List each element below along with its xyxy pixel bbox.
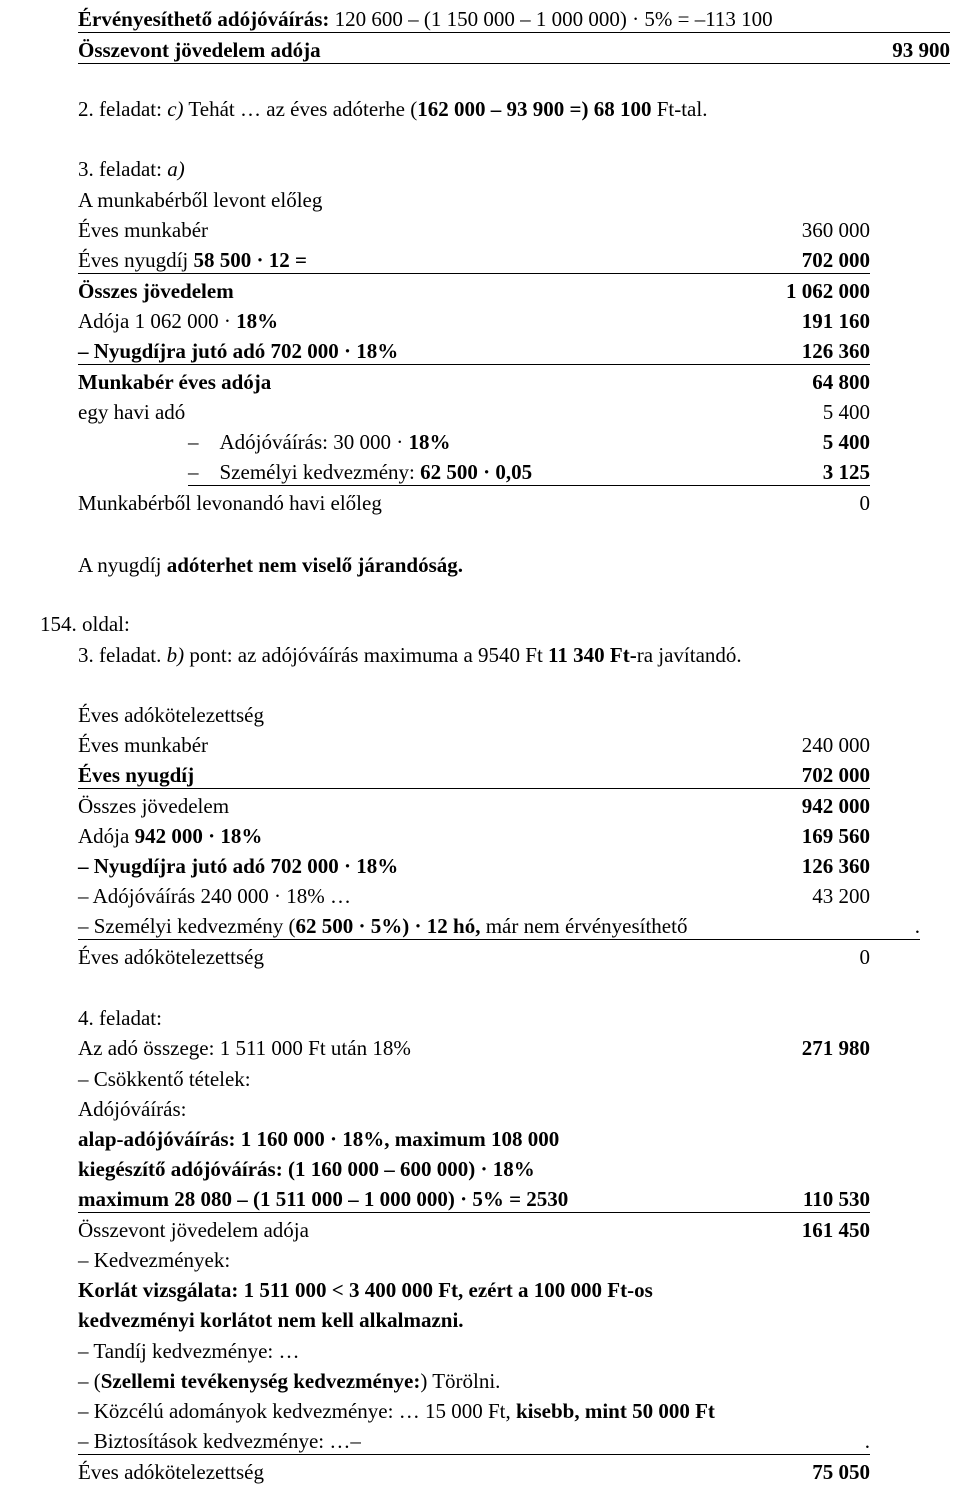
row-value: . xyxy=(864,1429,870,1453)
task4-row-tuition: – Tandíj kedvezménye: … xyxy=(78,1339,300,1363)
row-label: Adója 1 062 000 · xyxy=(78,309,231,333)
row-value: 240 000 xyxy=(801,733,870,757)
row-label: Személyi kedvezmény: xyxy=(219,460,415,484)
credit-calc: 120 600 – (1 150 000 – 1 000 000) · 5% = –113 100 xyxy=(334,7,773,31)
task3-row-advance xyxy=(78,490,870,516)
row-value: 43 200 xyxy=(812,884,870,908)
task4-row-limit2: kedvezményi korlátot nem kell alkalmazni. xyxy=(78,1308,464,1332)
row-label: – Közcélú adományok kedvezménye: … 15 000 Ft, xyxy=(78,1399,511,1423)
row-value: 3 125 xyxy=(822,460,870,484)
row-calc: : 1 160 000 · 18%, maximum 108 000 xyxy=(228,1127,560,1151)
total-tax-label: Összevont jövedelem adója xyxy=(78,38,321,62)
row-rate: 18% xyxy=(408,430,451,454)
row-value: 64 800 xyxy=(812,370,870,394)
annual-row-obligation xyxy=(78,944,870,970)
annual-row-total xyxy=(78,793,870,819)
task2-unit: Ft-tal. xyxy=(656,97,708,121)
page154-correction xyxy=(78,642,742,668)
task2-calc: 162 000 – 93 900 =) 68 100 xyxy=(417,97,652,121)
task2-conclusion xyxy=(78,96,707,122)
row-value: 169 560 xyxy=(801,824,870,848)
correction-value: 11 340 Ft- xyxy=(548,643,637,667)
row-dash: – xyxy=(188,460,199,484)
task4-row-total-tax xyxy=(78,1217,870,1243)
row-label: Szellemi tevékenység kedvezménye: xyxy=(100,1369,421,1393)
row-value: 191 160 xyxy=(801,309,870,333)
note-text: A nyugdíj xyxy=(78,553,162,577)
row-value: 1 062 000 xyxy=(786,279,870,303)
row-calc: 58 500 · 12 = xyxy=(193,248,307,272)
row-label: egy havi adó xyxy=(78,400,186,424)
row-value: 126 360 xyxy=(801,854,870,878)
annual-row-credit xyxy=(78,883,870,909)
annual-row-pension-tax xyxy=(78,853,870,879)
row-label: Adója xyxy=(78,824,130,848)
row-label: Éves adókötelezettség xyxy=(78,1460,265,1484)
row-label: Éves munkabér xyxy=(78,218,209,242)
annual-title: Éves adókötelezettség xyxy=(78,703,265,727)
task3-header xyxy=(78,156,185,182)
row-label: alap-adójóváírás xyxy=(78,1127,229,1151)
task3-row-pension-tax xyxy=(78,338,870,365)
task2-text: Tehát … az éves adóterhe ( xyxy=(188,97,418,121)
row-value: . xyxy=(914,914,920,938)
row-value: 126 360 xyxy=(801,339,870,363)
task4-row-credit-title: Adójóváírás: xyxy=(78,1097,187,1121)
row-label: maximum 28 080 – (1 511 000 – 1 000 000) · 5% = 2530 xyxy=(78,1187,569,1211)
row-value: 942 000 xyxy=(801,794,870,818)
annual-row-wage xyxy=(78,732,870,758)
row-label: – Adójóváírás 240 000 · 18% … xyxy=(78,884,351,908)
task4-row-deductions: – Csökkentő tételek: xyxy=(78,1067,251,1091)
row-label: Éves nyugdíj xyxy=(78,248,189,272)
row-label: Adójóváírás: 30 000 · xyxy=(219,430,404,454)
row-note: kisebb, mint 50 000 Ft xyxy=(515,1399,715,1423)
row-label: Összes jövedelem xyxy=(78,279,234,303)
task3-row-total-income xyxy=(78,278,870,304)
task4-row-intellectual xyxy=(78,1368,500,1394)
task2-part: c) xyxy=(167,97,184,121)
credit-label: Érvényesíthető adójóváírás: xyxy=(78,7,330,31)
row-value: 702 000 xyxy=(801,248,870,272)
annual-row-tax xyxy=(78,823,870,849)
task4-row-max xyxy=(78,1186,870,1213)
row-rate: 18% xyxy=(236,309,279,333)
task4-row-base-credit xyxy=(78,1126,559,1152)
task3-row-wage xyxy=(78,217,870,243)
row-value: 5 400 xyxy=(822,400,870,424)
task3-row-monthly-tax xyxy=(78,399,870,425)
task3-row-personal xyxy=(188,459,870,486)
task3-row-credit xyxy=(188,429,870,455)
row-value: 75 050 xyxy=(812,1460,870,1484)
row-label: Munkabérből levonandó havi előleg xyxy=(78,491,382,515)
row-label: Összes jövedelem xyxy=(78,794,230,818)
row-label: Összevont jövedelem adója xyxy=(78,1218,309,1242)
row-calc: 942 000 · 18% xyxy=(134,824,263,848)
task3-label: 3. feladat: xyxy=(78,157,162,181)
row-label: Éves adókötelezettség xyxy=(78,945,265,969)
correction-label: 3. feladat. xyxy=(78,643,162,667)
task4-row-obligation xyxy=(78,1459,870,1485)
note-emphasis: adóterhet nem viselő járandóság. xyxy=(166,553,463,577)
task3-row-wage-tax xyxy=(78,369,870,395)
row-label: Éves munkabér xyxy=(78,733,209,757)
row-value: 0 xyxy=(859,945,870,969)
task3-row-pension xyxy=(78,247,870,274)
row-label: Az adó összege: 1 511 000 Ft után 18% xyxy=(78,1036,411,1060)
task3-note xyxy=(78,552,463,578)
line-credit xyxy=(78,6,950,33)
task3-part: a) xyxy=(167,157,185,181)
line-total-tax xyxy=(78,37,950,64)
row-value: 5 400 xyxy=(822,430,870,454)
row-label: – Nyugdíjra jutó adó 702 000 · 18% xyxy=(78,339,399,363)
row-label: Éves nyugdíj xyxy=(78,763,195,787)
task4-row-extra-credit xyxy=(78,1156,535,1182)
annual-row-personal xyxy=(78,913,920,940)
row-calc: 1 160 000 – 600 000) · 18% xyxy=(294,1157,535,1181)
row-value: 702 000 xyxy=(801,763,870,787)
task3-row-tax xyxy=(78,308,870,334)
row-calc: 62 500 · 0,05 xyxy=(420,460,533,484)
row-note: már nem érvényesíthető xyxy=(485,914,688,938)
task4-row-insurance xyxy=(78,1428,870,1455)
correction-end: ra javítandó. xyxy=(636,643,742,667)
page154-title: 154. oldal: xyxy=(40,612,130,636)
task4-row-tax xyxy=(78,1035,870,1061)
row-dash: – xyxy=(188,430,199,454)
annual-row-pension xyxy=(78,762,870,789)
correction-part: b) xyxy=(166,643,185,667)
row-value: 161 450 xyxy=(801,1218,870,1242)
task4-row-donations xyxy=(78,1398,715,1424)
correction-text: pont: az adójóváírás maximuma a 9540 Ft xyxy=(189,643,543,667)
task2-label: 2. feladat: xyxy=(78,97,162,121)
row-value: 0 xyxy=(859,491,870,515)
task4-header: 4. feladat: xyxy=(78,1006,162,1030)
total-tax-value: 93 900 xyxy=(892,38,950,62)
row-dash: – ( xyxy=(78,1369,101,1393)
row-calc: 62 500 · 5%) · 12 hó, xyxy=(295,914,481,938)
row-value: 271 980 xyxy=(801,1036,870,1060)
row-value: 110 530 xyxy=(802,1187,870,1211)
row-value: 360 000 xyxy=(801,218,870,242)
row-label: – Biztosítások kedvezménye: …– xyxy=(78,1429,361,1453)
task4-row-benefits: – Kedvezmények: xyxy=(78,1248,231,1272)
row-label: kiegészítő adójóváírás: ( xyxy=(78,1157,295,1181)
row-label: – Személyi kedvezmény ( xyxy=(78,914,296,938)
row-label: – Nyugdíjra jutó adó 702 000 · 18% xyxy=(78,854,399,878)
row-label: Munkabér éves adója xyxy=(78,370,272,394)
task4-row-limit: Korlát vizsgálata: 1 511 000 < 3 400 000 Ft, ezért a 100 000 Ft-os xyxy=(78,1278,653,1302)
task3-subtitle: A munkabérből levont előleg xyxy=(78,188,323,212)
row-note: ) Törölni. xyxy=(420,1369,501,1393)
